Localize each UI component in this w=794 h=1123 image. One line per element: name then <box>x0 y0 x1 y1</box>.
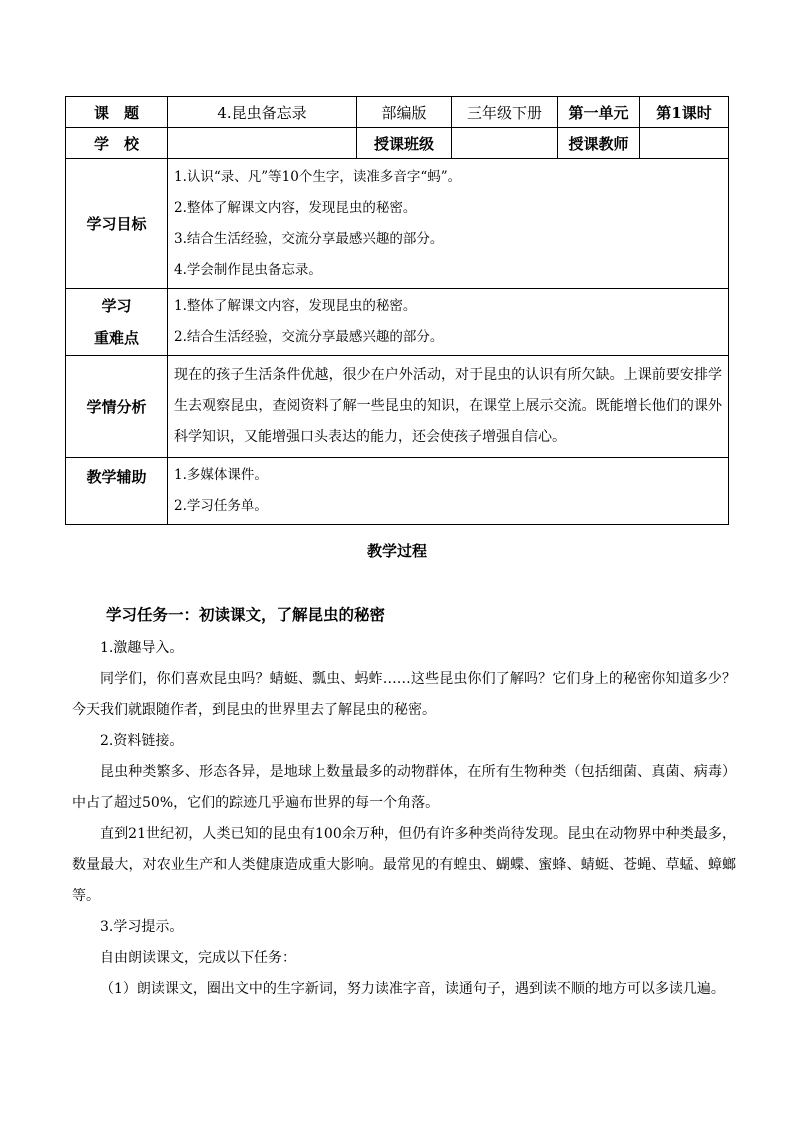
keypoints-list <box>168 289 729 356</box>
label-class: 授课班级 <box>357 128 452 159</box>
label-keypoints-line1: 学习 <box>101 297 132 315</box>
table-row-school <box>66 128 729 159</box>
aid-item: 2.学习任务单。 <box>174 498 268 514</box>
unit: 第一单元 <box>558 97 640 128</box>
task-body <box>72 633 736 1005</box>
task-title: 学习任务一：初读课文，了解昆虫的秘密 <box>106 605 386 624</box>
label-analysis: 学情分析 <box>66 356 168 458</box>
teacher-value <box>640 128 729 159</box>
paragraph: 直到21世纪初，人类已知的昆虫有100余万种，但仍有许多种类尚待发现。昆虫在动物界中种类最多，数量最大，对农业生产和人类健康造成重大影响。最常见的有蝗虫、蝴蝶、蜜蜂、蜻蜓、苍蝇、草蜢、蟑螂等。 <box>72 826 736 904</box>
keypoint-item: 2.结合生活经验，交流分享最感兴趣的部分。 <box>174 329 444 345</box>
label-school: 学 校 <box>66 128 168 159</box>
paragraph: 昆虫种类繁多、形态各异，是地球上数量最多的动物群体，在所有生物种类（包括细菌、真菌、病毒）中占了超过50%，它们的踪迹几乎遍布世界的每一个角落。 <box>72 764 736 811</box>
label-keypoints <box>66 289 168 356</box>
label-keypoints-line2: 重难点 <box>93 329 139 347</box>
objective-item: 2.整体了解课文内容，发现昆虫的秘密。 <box>174 199 417 216</box>
label-aids: 教学辅助 <box>66 458 168 525</box>
table-row-keypoints <box>66 289 729 356</box>
label-objectives: 学习目标 <box>66 159 168 289</box>
paragraph: 3.学习提示。 <box>100 919 184 935</box>
section-title: 教学过程 <box>366 542 427 560</box>
keypoint-item: 1.整体了解课文内容，发现昆虫的秘密。 <box>174 298 417 314</box>
paragraph: 1.激趣导入。 <box>100 640 184 656</box>
paragraph: 同学们，你们喜欢昆虫吗？蜻蜓、瓢虫、蚂蚱……这些昆虫你们了解吗？它们身上的秘密你知道多少？今天我们就跟随作者，到昆虫的世界里去了解昆虫的秘密。 <box>72 671 736 718</box>
edition: 部编版 <box>357 97 452 128</box>
lesson-info-table <box>65 96 729 525</box>
objective-item: 4.学会制作昆虫备忘录。 <box>174 261 322 278</box>
label-topic: 课 题 <box>66 97 168 128</box>
objective-item: 1.认识“录、凡”等10个生字，读准多音字“蚂”。 <box>174 168 462 185</box>
table-row-analysis <box>66 356 729 458</box>
paragraph: 自由朗读课文，完成以下任务： <box>100 950 296 966</box>
class-value <box>452 128 558 159</box>
analysis-text: 现在的孩子生活条件优越，很少在户外活动，对于昆虫的认识有所欠缺。上课前要安排学生去观察昆虫，查阅资料了解一些昆虫的知识，在课堂上展示交流。既能增长他们的课外科学知识，又能增强口头表达的能力，还会使孩子增强自信心。 <box>168 356 729 458</box>
school-value <box>168 128 357 159</box>
lesson-number: 第1课时 <box>640 97 729 128</box>
objectives-list <box>168 159 729 289</box>
aid-item: 1.多媒体课件。 <box>174 467 268 483</box>
label-teacher: 授课教师 <box>558 128 640 159</box>
table-row-title <box>66 97 729 128</box>
paragraph: （1）朗读课文，圈出文中的生字新词，努力读准字音，读通句子，遇到读不顺的地方可以多读几遍。 <box>100 981 725 997</box>
objective-item: 3.结合生活经验，交流分享最感兴趣的部分。 <box>174 230 444 247</box>
table-row-aids <box>66 458 729 525</box>
lesson-title: 4.昆虫备忘录 <box>168 97 357 128</box>
table-row-objectives <box>66 159 729 289</box>
paragraph: 2.资料链接。 <box>100 733 184 749</box>
grade: 三年级下册 <box>452 97 558 128</box>
aids-list <box>168 458 729 525</box>
